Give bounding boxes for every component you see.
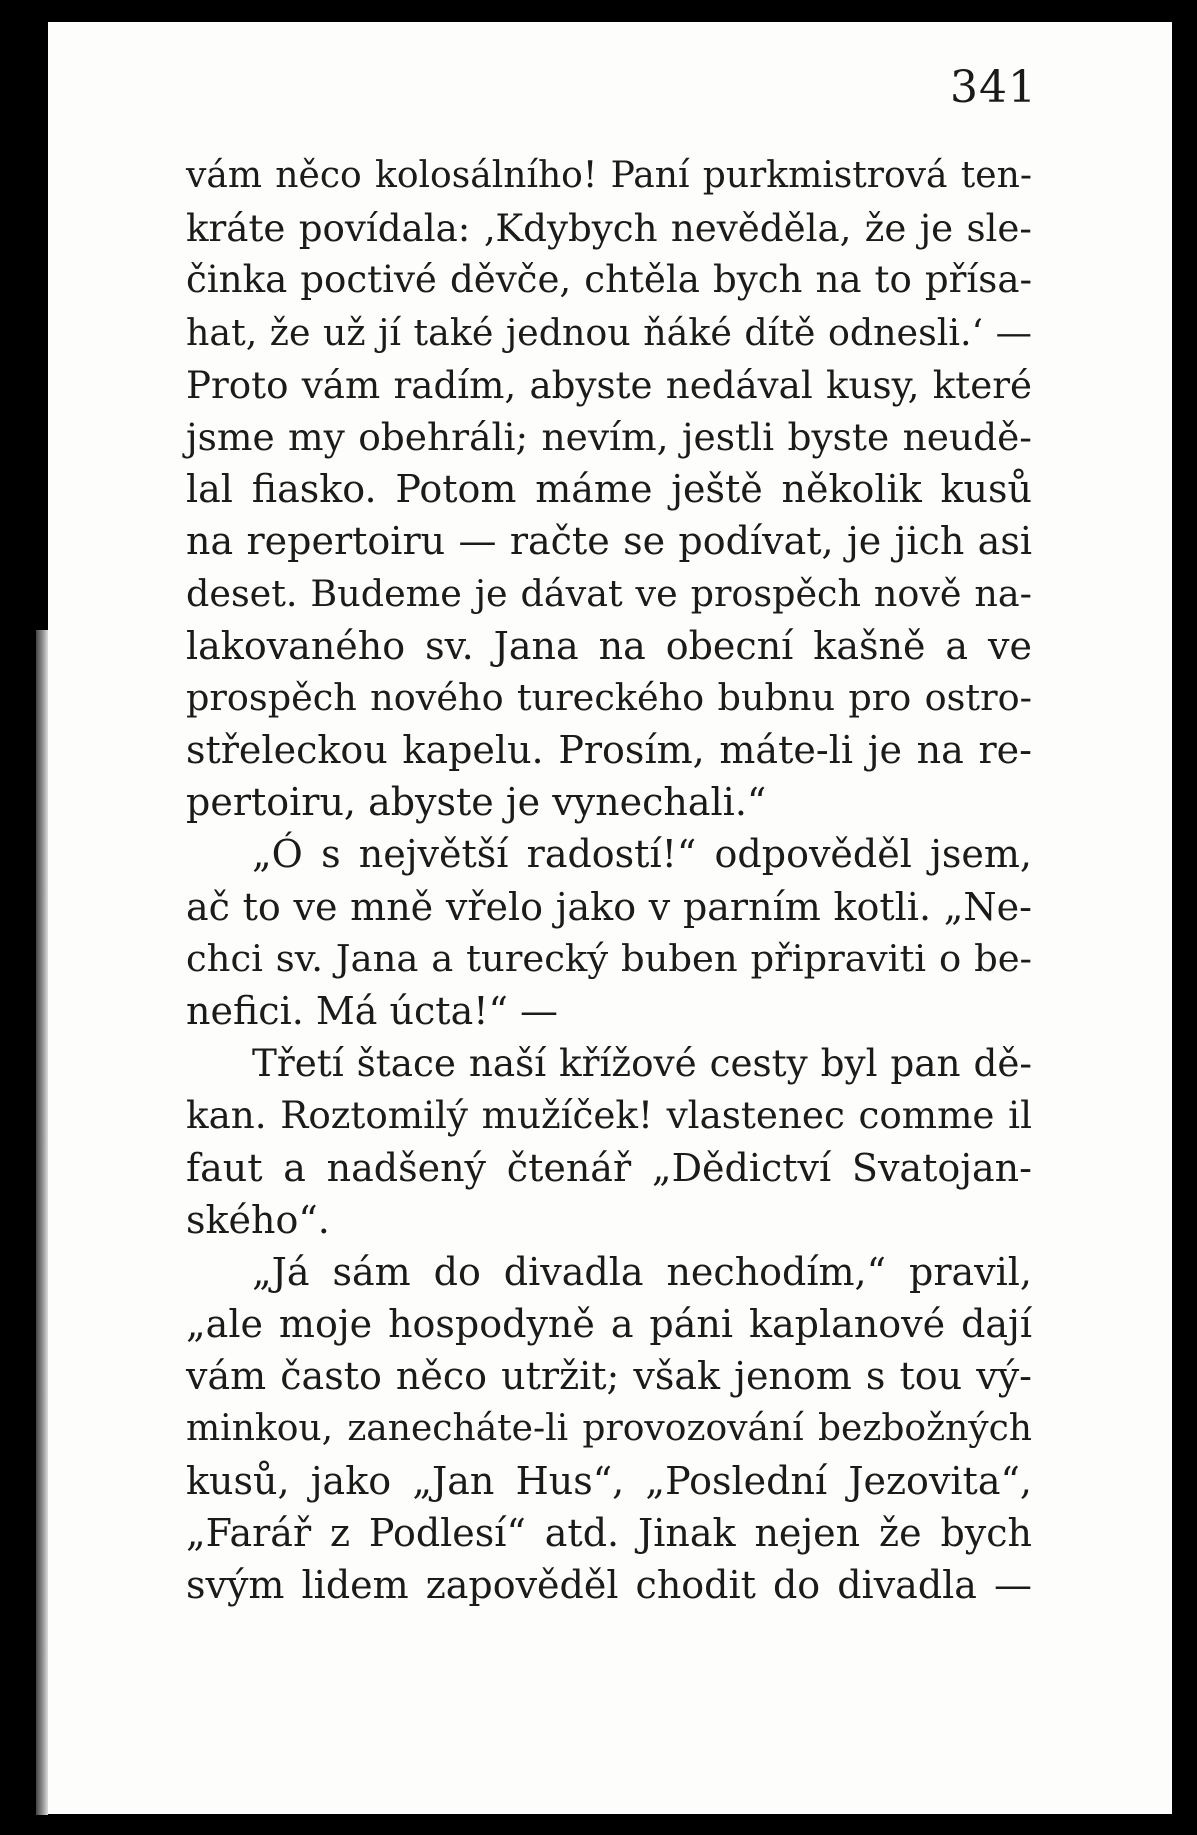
text-line: svým lidem zapověděl chodit do divadla — — [186, 1563, 1032, 1608]
text-line: vám něco kolosálního! Paní purkmistrová ten- — [186, 155, 1032, 196]
text-line: střeleckou kapelu. Prosím, máte-li je na re- — [186, 728, 1032, 773]
page-number: 341 — [950, 62, 1037, 113]
text-line: Proto vám radím, abyste nedával kusy, které — [186, 362, 1032, 407]
text-line: na repertoiru — račte se podívat, je jich asi — [186, 519, 1032, 564]
text-line: chci sv. Jana a turecký buben připraviti o be- — [186, 936, 1032, 980]
text-line: pertoiru, abyste je vynechali.“ — [186, 780, 767, 825]
text-line: kan. Roztomilý mužíček! vlastenec comme il — [186, 1093, 1032, 1138]
text-line: „ale moje hospodyně a páni kaplanové dají — [186, 1302, 1032, 1347]
text-line: Třetí štace naší křížové cesty byl pan dě- — [252, 1041, 1032, 1086]
binding-edge-shadow — [36, 630, 48, 1815]
text-line: prospěch nového tureckého bubnu pro ostro- — [186, 675, 1032, 719]
body-text — [186, 150, 1032, 1611]
text-line: nefici. Má úcta!“ — — [186, 989, 559, 1033]
text-line: kusů, jako „Jan Hus“, „Poslední Jezovita“, — [186, 1458, 1032, 1503]
text-line: činka poctivé děvče, chtěla bych na to přísa- — [186, 258, 1032, 302]
text-line: deset. Budeme je dávat ve prospěch nově na- — [186, 571, 1032, 615]
text-line: hat, že už jí také jednou ňáké dítě odnesli.‘ — — [186, 310, 1032, 354]
text-line: faut a nadšený čtenář „Dědictví Svatojan- — [186, 1145, 1032, 1190]
text-line: lakovaného sv. Jana na obecní kašně a ve — [186, 623, 1032, 668]
text-line: „Já sám do divadla nechodím,“ pravil, — [252, 1249, 1032, 1294]
text-line: lal fiasko. Potom máme ještě několik kusů — [186, 467, 1032, 512]
text-line: ač to ve mně vřelo jako v parním kotli. „Ne- — [186, 884, 1032, 929]
text-line: „Ó s největší radostí!“ odpověděl jsem, — [252, 832, 1032, 877]
text-line: ského“. — [186, 1197, 330, 1242]
text-line: minkou, zanecháte-li provozování bezbožných — [186, 1407, 1032, 1449]
text-line: jsme my obehráli; nevím, jestli byste neudě- — [186, 414, 1032, 459]
text-line: vám často něco utržit; však jenom s tou vý- — [186, 1354, 1032, 1399]
text-line: kráte povídala: ‚Kdybych nevěděla, že je sle- — [186, 206, 1032, 251]
text-line: „Farář z Podlesí“ atd. Jinak nejen že bych — [186, 1510, 1032, 1555]
